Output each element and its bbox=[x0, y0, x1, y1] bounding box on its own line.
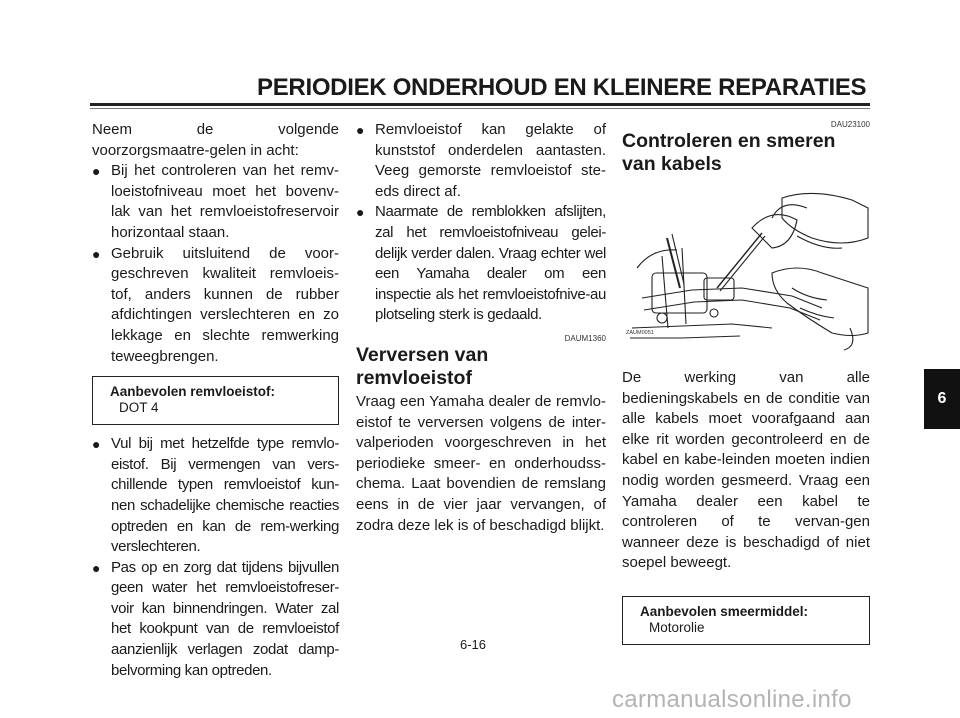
bullet-item: ● Bij het controleren van het remv-loeistofniveau moet het bovenv-lak van het remvloeistofreservoir horizontaal staan. bbox=[92, 162, 339, 241]
box-value: Motorolie bbox=[649, 619, 705, 635]
box-value: DOT 4 bbox=[119, 400, 159, 416]
illustration-code: ZAUM0051 bbox=[626, 330, 654, 337]
bullet-item: ● Pas op en zorg dat tijdens bijvullen geen water het remvloeistofreser-voir kan binnendringen. Water zal het kookpunt van de remvloeistof aanzienlijk verlagen zodat damp-belvorming kan optreden. bbox=[92, 558, 339, 679]
section-heading: Verversen van remvloeistof bbox=[356, 343, 489, 389]
section-body: De werking van alle bedieningskabels en de conditie van alle kabels moet voorafgaand aan elke rit worden gecontroleerd en de kabel en kabe-leinden moeten indien nodig worden gesmeerd. Vraag een Yamaha dealer een kabel te controleren of te vervan-gen wanneer deze is beschadigd of niet soepel beweegt. bbox=[622, 369, 870, 572]
column-3 bbox=[622, 120, 870, 654]
bullet-item: ● Vul bij met hetzelfde type remvlo-eistof. Bij vermengen van vers-chillende typen remvloeistof kun-nen schadelijke chemische reacties optreden en kan de rem-werking verslechteren. bbox=[92, 435, 339, 556]
box-title: Aanbevolen remvloeistof: bbox=[110, 384, 276, 400]
bullet-icon: ● bbox=[356, 122, 365, 138]
bullet-icon: ● bbox=[92, 436, 101, 453]
bullet-item: ● Remvloeistof kan gelakte of kunststof onderdelen aantasten. Veeg gemorste remvloeistof ste-eds direct af. bbox=[356, 121, 606, 200]
bullet-item: ● Naarmate de remblokken afslijten, zal het remvloeistofniveau gelei-delijk verder dalen. Vraag echter wel een Yamaha dealer om een inspectie als het remvloeistofnive-au plotseling sterk is gedaald. bbox=[356, 203, 606, 324]
watermark: carmanualsonline.info bbox=[612, 686, 852, 713]
section-body: Vraag een Yamaha dealer de remvlo-eistof te verversen volgens de inter-valperioden voorgeschreven in het periodieke smeer- en onderhoudss-chema. Laat bovendien de remslang eens in de vier jaar vervangen, of zodra deze lek is of beschadigd blijkt. bbox=[356, 392, 606, 534]
header-rule-thin bbox=[90, 108, 870, 109]
bullet-icon: ● bbox=[92, 163, 101, 180]
page-number: 6-16 bbox=[460, 637, 487, 652]
section-code: DAUM1360 bbox=[564, 333, 606, 343]
cable-lubrication-illustration bbox=[622, 178, 870, 358]
column-1 bbox=[92, 120, 339, 681]
column-2 bbox=[356, 120, 606, 536]
section-code: DAU23100 bbox=[830, 120, 870, 129]
recommended-lubricant-box bbox=[622, 596, 870, 645]
chapter-tab: 6 bbox=[924, 369, 960, 429]
bullet-icon: ● bbox=[92, 559, 101, 576]
recommended-brake-fluid-box bbox=[92, 376, 339, 425]
bullet-icon: ● bbox=[92, 245, 101, 262]
box-title: Aanbevolen smeermiddel: bbox=[640, 603, 809, 619]
bullet-icon: ● bbox=[356, 204, 365, 221]
header-rule bbox=[90, 103, 870, 106]
section-heading: Controleren en smeren van kabels bbox=[622, 130, 836, 175]
intro-text: Neem de volgende voorzorgsmaatre-gelen in acht: bbox=[92, 121, 339, 159]
bullet-item: ● Gebruik uitsluitend de voor-geschreven kwaliteit remvloeis-tof, anders kunnen de rubber afdichtingen verslechteren en zo lekkage en slechte remwerking teweegbrengen. bbox=[92, 244, 339, 365]
page-header-title: PERIODIEK ONDERHOUD EN KLEINERE REPARATIES bbox=[257, 74, 867, 101]
